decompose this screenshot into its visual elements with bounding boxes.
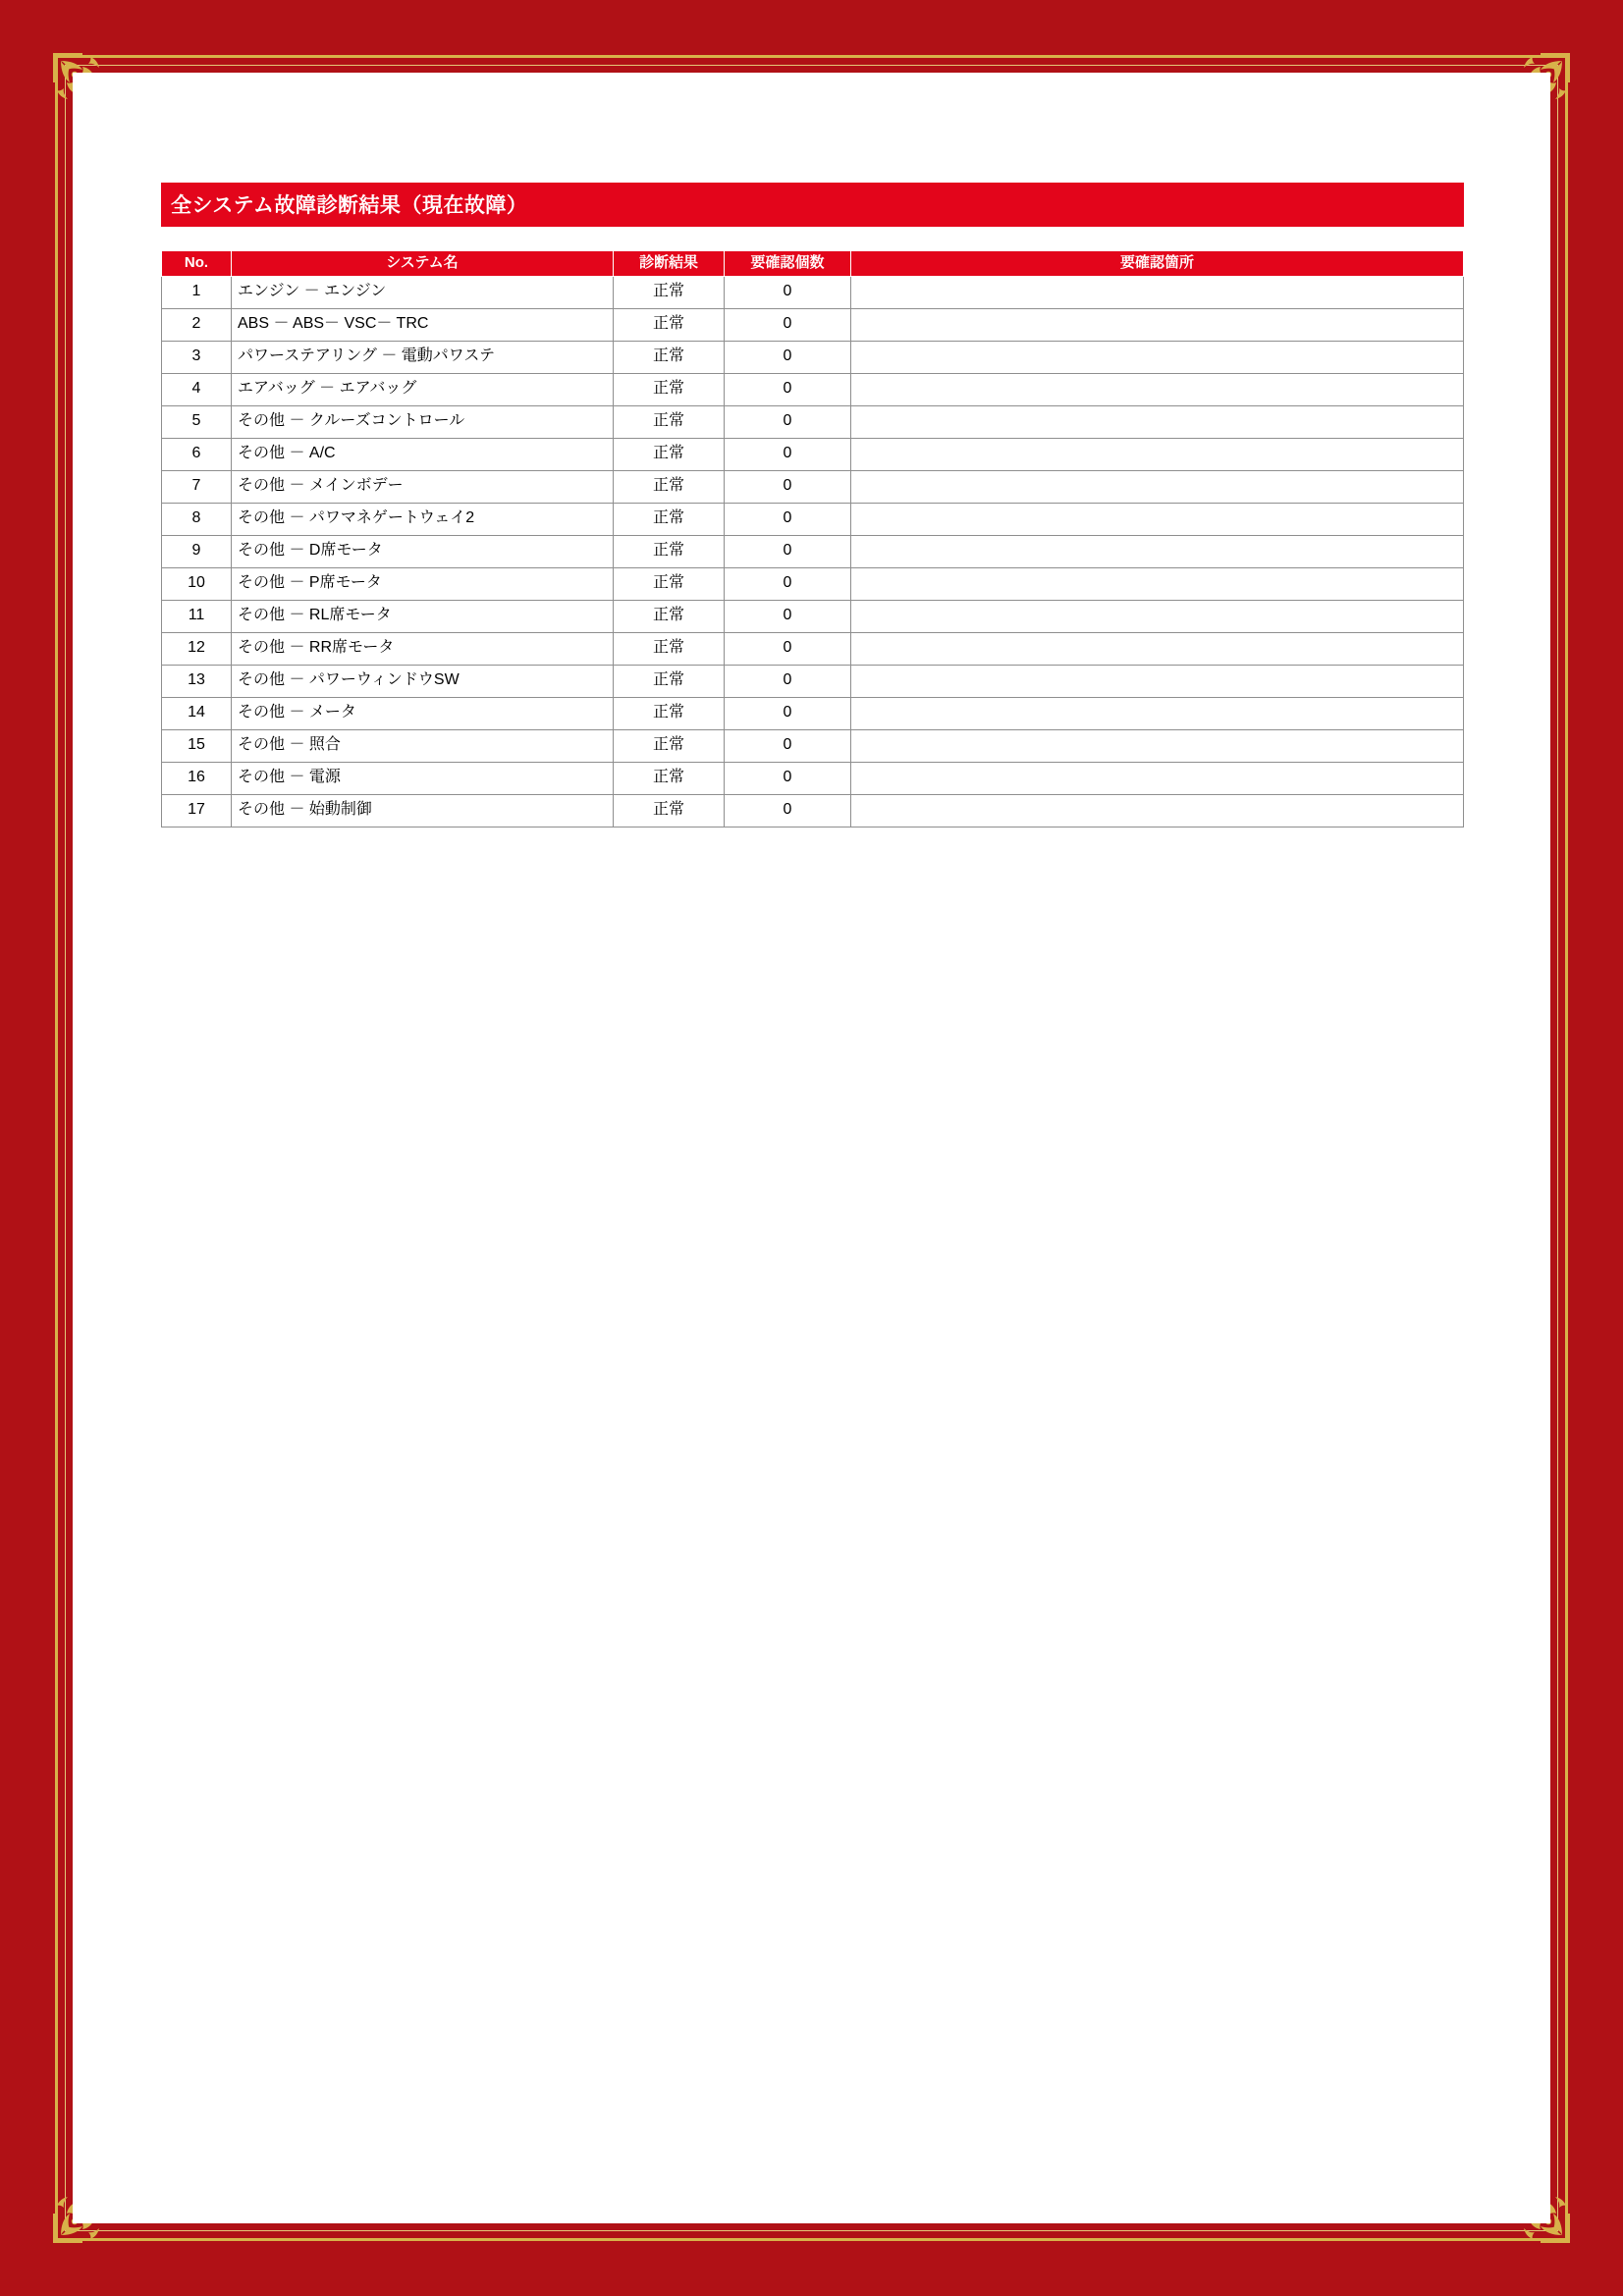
cell-system: その他 － P席モータ xyxy=(232,568,614,601)
cell-result: 正常 xyxy=(614,277,725,309)
cell-no: 7 xyxy=(162,471,232,504)
table-row xyxy=(162,730,1464,763)
table-row xyxy=(162,568,1464,601)
cell-result: 正常 xyxy=(614,374,725,406)
cell-system: その他 － RR席モータ xyxy=(232,633,614,666)
cell-count: 0 xyxy=(725,730,851,763)
document-content xyxy=(161,183,1462,828)
cell-result: 正常 xyxy=(614,536,725,568)
cell-place xyxy=(851,666,1464,698)
cell-system: エンジン － エンジン xyxy=(232,277,614,309)
cell-no: 1 xyxy=(162,277,232,309)
cell-system: その他 － パワマネゲートウェイ2 xyxy=(232,504,614,536)
cell-place xyxy=(851,504,1464,536)
cell-no: 14 xyxy=(162,698,232,730)
cell-count: 0 xyxy=(725,504,851,536)
cell-place xyxy=(851,342,1464,374)
table-row xyxy=(162,666,1464,698)
cell-place xyxy=(851,439,1464,471)
table-row xyxy=(162,342,1464,374)
cell-result: 正常 xyxy=(614,309,725,342)
cell-no: 16 xyxy=(162,763,232,795)
cell-system: その他 － 始動制御 xyxy=(232,795,614,828)
cell-count: 0 xyxy=(725,601,851,633)
table-row xyxy=(162,601,1464,633)
cell-no: 8 xyxy=(162,504,232,536)
cell-place xyxy=(851,763,1464,795)
column-header-result: 診断結果 xyxy=(614,251,725,277)
cell-no: 3 xyxy=(162,342,232,374)
cell-place xyxy=(851,277,1464,309)
cell-count: 0 xyxy=(725,568,851,601)
cell-no: 2 xyxy=(162,309,232,342)
cell-result: 正常 xyxy=(614,601,725,633)
table-row xyxy=(162,763,1464,795)
cell-place xyxy=(851,698,1464,730)
cell-result: 正常 xyxy=(614,439,725,471)
cell-system: その他 － D席モータ xyxy=(232,536,614,568)
cell-count: 0 xyxy=(725,698,851,730)
cell-system: パワーステアリング － 電動パワステ xyxy=(232,342,614,374)
cell-no: 9 xyxy=(162,536,232,568)
cell-count: 0 xyxy=(725,471,851,504)
cell-system: その他 － パワーウィンドウSW xyxy=(232,666,614,698)
table-row xyxy=(162,536,1464,568)
cell-count: 0 xyxy=(725,277,851,309)
column-header-no: No. xyxy=(162,251,232,277)
document-paper xyxy=(73,73,1550,2223)
table-row xyxy=(162,374,1464,406)
cell-no: 10 xyxy=(162,568,232,601)
cell-result: 正常 xyxy=(614,504,725,536)
cell-no: 11 xyxy=(162,601,232,633)
column-header-system: システム名 xyxy=(232,251,614,277)
cell-count: 0 xyxy=(725,406,851,439)
cell-no: 17 xyxy=(162,795,232,828)
cell-result: 正常 xyxy=(614,406,725,439)
table-header-row xyxy=(162,251,1464,277)
cell-result: 正常 xyxy=(614,730,725,763)
cell-count: 0 xyxy=(725,309,851,342)
section-title: 全システム故障診断結果（現在故障） xyxy=(161,183,1464,227)
table-row xyxy=(162,406,1464,439)
cell-place xyxy=(851,795,1464,828)
diagnostic-results-table xyxy=(161,250,1464,828)
cell-place xyxy=(851,309,1464,342)
cell-count: 0 xyxy=(725,666,851,698)
cell-result: 正常 xyxy=(614,795,725,828)
cell-place xyxy=(851,406,1464,439)
cell-no: 13 xyxy=(162,666,232,698)
cell-place xyxy=(851,601,1464,633)
cell-no: 6 xyxy=(162,439,232,471)
table-row xyxy=(162,504,1464,536)
cell-system: エアバッグ － エアバッグ xyxy=(232,374,614,406)
cell-result: 正常 xyxy=(614,698,725,730)
cell-system: その他 － 電源 xyxy=(232,763,614,795)
column-header-place: 要確認箇所 xyxy=(851,251,1464,277)
table-row xyxy=(162,698,1464,730)
cell-system: その他 － RL席モータ xyxy=(232,601,614,633)
cell-count: 0 xyxy=(725,633,851,666)
cell-place xyxy=(851,633,1464,666)
cell-count: 0 xyxy=(725,795,851,828)
cell-count: 0 xyxy=(725,536,851,568)
cell-place xyxy=(851,568,1464,601)
cell-count: 0 xyxy=(725,342,851,374)
cell-no: 15 xyxy=(162,730,232,763)
cell-no: 4 xyxy=(162,374,232,406)
cell-no: 12 xyxy=(162,633,232,666)
cell-place xyxy=(851,536,1464,568)
table-header xyxy=(162,251,1464,277)
cell-place xyxy=(851,374,1464,406)
cell-system: その他 － メータ xyxy=(232,698,614,730)
table-row xyxy=(162,439,1464,471)
cell-result: 正常 xyxy=(614,763,725,795)
cell-system: ABS － ABS－ VSC－ TRC xyxy=(232,309,614,342)
table-row xyxy=(162,795,1464,828)
cell-count: 0 xyxy=(725,374,851,406)
table-row xyxy=(162,633,1464,666)
cell-result: 正常 xyxy=(614,666,725,698)
table-row xyxy=(162,309,1464,342)
cell-system: その他 － 照合 xyxy=(232,730,614,763)
cell-place xyxy=(851,471,1464,504)
cell-system: その他 － クルーズコントロール xyxy=(232,406,614,439)
column-header-count: 要確認個数 xyxy=(725,251,851,277)
cell-result: 正常 xyxy=(614,342,725,374)
cell-count: 0 xyxy=(725,763,851,795)
table-body xyxy=(162,277,1464,828)
cell-no: 5 xyxy=(162,406,232,439)
cell-system: その他 － メインボデー xyxy=(232,471,614,504)
cell-count: 0 xyxy=(725,439,851,471)
cell-result: 正常 xyxy=(614,633,725,666)
table-row xyxy=(162,277,1464,309)
cell-result: 正常 xyxy=(614,568,725,601)
cell-result: 正常 xyxy=(614,471,725,504)
table-row xyxy=(162,471,1464,504)
cell-system: その他 － A/C xyxy=(232,439,614,471)
cell-place xyxy=(851,730,1464,763)
